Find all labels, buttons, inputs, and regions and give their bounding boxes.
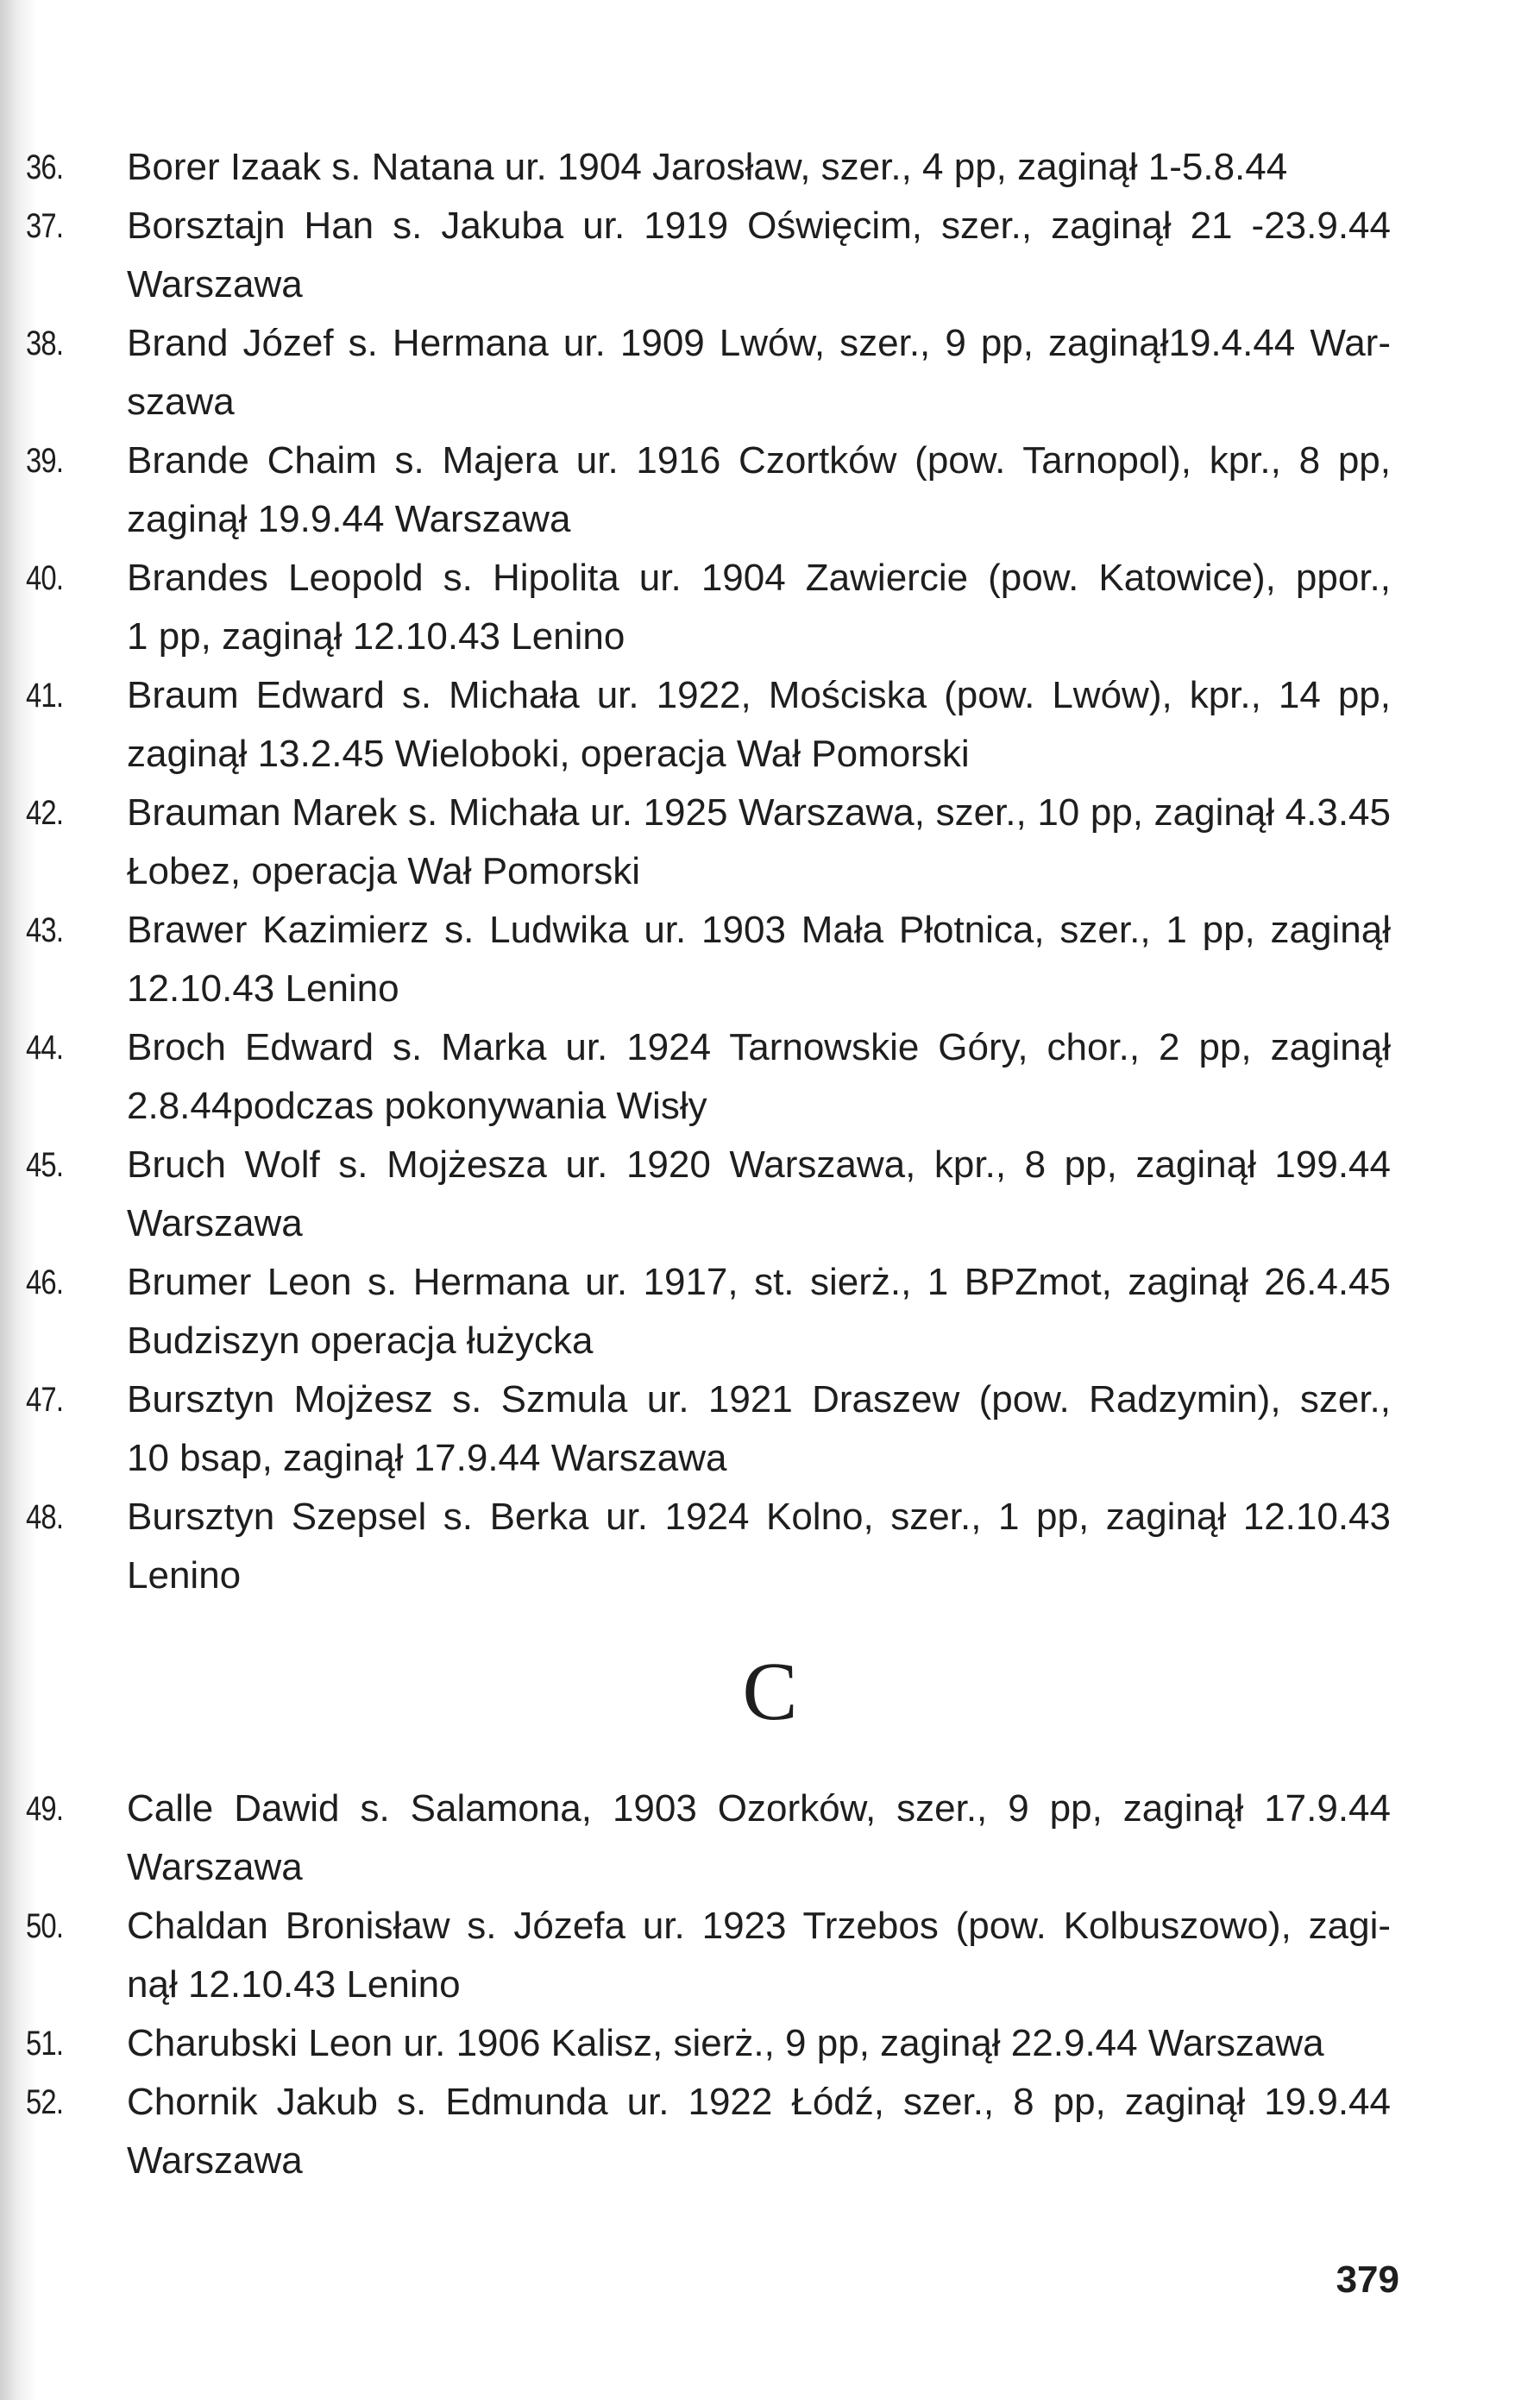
entry-text-line: zaginął 13.2.45 Wieloboki, operacja Wał Pomorski: [127, 733, 970, 775]
entry-text-line: Brandes Leopold s. Hipolita ur. 1904 Zawiercie (pow. Katowice), ppor.,: [127, 557, 1391, 599]
entry-text-line: Borer Izaak s. Natana ur. 1904 Jarosław, szer., 4 pp, zaginął 1-5.8.44: [127, 146, 1288, 188]
entry-number: 40.: [26, 559, 64, 597]
entry-text-line: Chornik Jakub s. Edmunda ur. 1922 Łódź, szer., 8 pp, zaginął 19.9.44: [127, 2081, 1391, 2123]
section-letter-heading: C: [742, 1645, 798, 1737]
entry-text-line: Brumer Leon s. Hermana ur. 1917, st. sierż., 1 BPZmot, zaginął 26.4.45: [127, 1261, 1391, 1303]
entry-text-line: zaginął 19.9.44 Warszawa: [127, 498, 571, 540]
entry-text-line: Lenino: [127, 1554, 242, 1597]
entry-number: 42.: [26, 794, 64, 832]
entry-text-line: Budziszyn operacja łużycka: [127, 1320, 594, 1362]
entry-text-line: Łobez, operacja Wał Pomorski: [127, 850, 641, 892]
entry-text-line: szawa: [127, 381, 235, 423]
entry-number: 48.: [26, 1498, 64, 1536]
entry-text-line: nął 12.10.43 Lenino: [127, 1963, 461, 2006]
entry-text-line: 12.10.43 Lenino: [127, 967, 399, 1010]
entry-number: 46.: [26, 1263, 64, 1301]
entry-number: 47.: [26, 1381, 64, 1419]
entry-text-line: Warszawa: [127, 1202, 303, 1244]
entry-text-line: Chaldan Bronisław s. Józefa ur. 1923 Trzebos (pow. Kolbuszowo), zagi-: [127, 1905, 1391, 1947]
entry-number: 43.: [26, 911, 64, 949]
entry-number: 44.: [26, 1029, 64, 1067]
entry-number: 41.: [26, 677, 64, 715]
entry-number: 49.: [26, 1790, 64, 1828]
entry-text-line: 1 pp, zaginął 12.10.43 Lenino: [127, 615, 625, 658]
entry-number: 50.: [26, 1907, 64, 1945]
entry-text-line: Brande Chaim s. Majera ur. 1916 Czortków (pow. Tarnopol), kpr., 8 pp,: [127, 439, 1391, 482]
entry-number: 39.: [26, 442, 64, 480]
entry-text-line: Braum Edward s. Michała ur. 1922, Mościska (pow. Lwów), kpr., 14 pp,: [127, 674, 1391, 716]
entry-text-line: Charubski Leon ur. 1906 Kalisz, sierż., 9 pp, zaginął 22.9.44 Warszawa: [127, 2022, 1324, 2064]
entry-text-line: 10 bsap, zaginął 17.9.44 Warszawa: [127, 1437, 727, 1479]
entry-text-line: Calle Dawid s. Salamona, 1903 Ozorków, szer., 9 pp, zaginął 17.9.44: [127, 1787, 1391, 1830]
entry-text-line: Brawer Kazimierz s. Ludwika ur. 1903 Mała Płotnica, szer., 1 pp, zaginął: [127, 909, 1391, 951]
entry-text-line: Borsztajn Han s. Jakuba ur. 1919 Oświęcim, szer., zaginął 21 -23.9.44: [127, 205, 1391, 247]
entry-text-line: Bursztyn Szepsel s. Berka ur. 1924 Kolno, szer., 1 pp, zaginął 12.10.43: [127, 1496, 1391, 1538]
entry-number: 38.: [26, 324, 64, 362]
entry-number: 45.: [26, 1146, 64, 1184]
entry-text-line: Bursztyn Mojżesz s. Szmula ur. 1921 Draszew (pow. Radzymin), szer.,: [127, 1378, 1391, 1420]
entry-number: 52.: [26, 2083, 64, 2121]
entry-text-line: Warszawa: [127, 1846, 303, 1888]
entry-text-line: Brand Józef s. Hermana ur. 1909 Lwów, szer., 9 pp, zaginął19.4.44 War-: [127, 322, 1391, 364]
entry-text-line: Warszawa: [127, 263, 303, 306]
page-number: 379: [1336, 2258, 1399, 2301]
entry-text-line: Broch Edward s. Marka ur. 1924 Tarnowskie Góry, chor., 2 pp, zaginął: [127, 1026, 1391, 1068]
entry-text-line: Brauman Marek s. Michała ur. 1925 Warszawa, szer., 10 pp, zaginął 4.3.45: [127, 791, 1391, 834]
entry-number: 51.: [26, 2025, 64, 2063]
entry-text-line: 2.8.44podczas pokonywania Wisły: [127, 1085, 707, 1127]
entry-text-line: Bruch Wolf s. Mojżesza ur. 1920 Warszawa, kpr., 8 pp, zaginął 199.44: [127, 1143, 1391, 1186]
entry-number: 36.: [26, 148, 64, 186]
entry-number: 37.: [26, 207, 64, 245]
entry-text-line: Warszawa: [127, 2139, 303, 2182]
